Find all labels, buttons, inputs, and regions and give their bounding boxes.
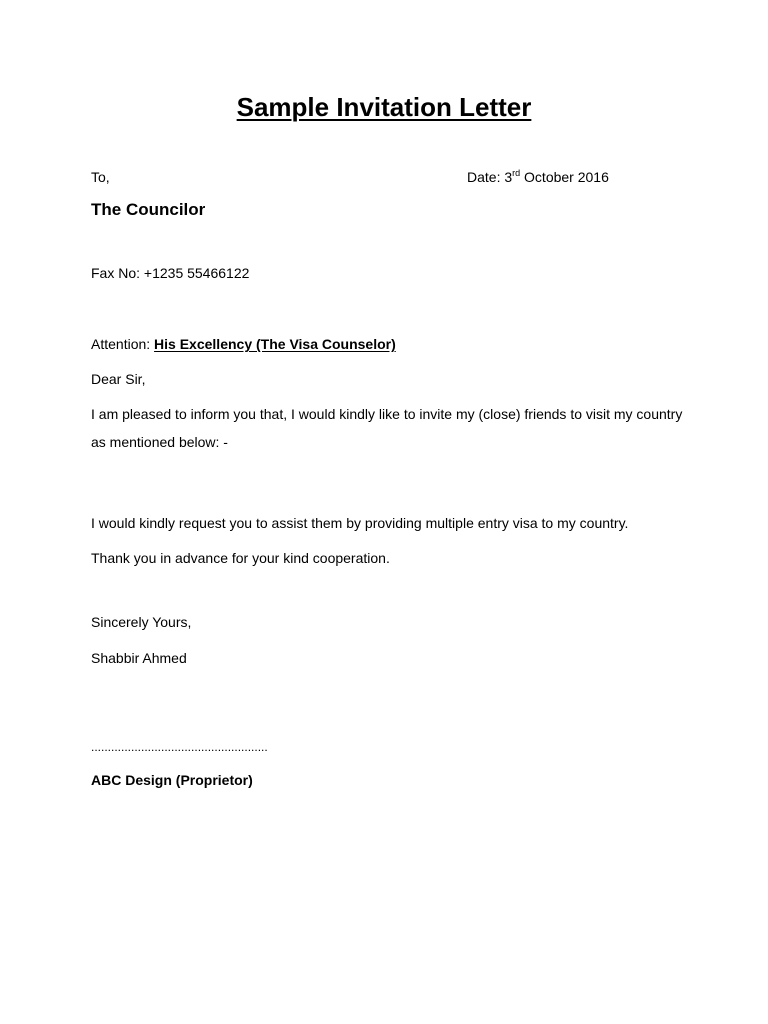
- paragraph-invitation-line1: I am pleased to inform you that, I would kindly like to invite my (close) friends to visit my country: [91, 406, 683, 422]
- company-name: ABC Design (Proprietor): [91, 772, 253, 788]
- paragraph-invitation-line2: as mentioned below: -: [91, 434, 228, 450]
- recipient-name: The Councilor: [91, 200, 206, 219]
- attention-label: Attention:: [91, 336, 155, 352]
- date-line: [467, 168, 609, 186]
- attention-name: His Excellency (The Visa Counselor): [154, 336, 396, 352]
- date-ordinal-suffix: rd: [512, 168, 521, 178]
- paragraph-invitation: [91, 405, 691, 451]
- letter-title: Sample Invitation Letter: [236, 92, 532, 122]
- fax-number: Fax No: +1235 55466122: [91, 265, 250, 281]
- paragraph-thanks: Thank you in advance for your kind cooperation.: [91, 550, 390, 566]
- attention-line: [91, 335, 396, 353]
- salutation: Dear Sir,: [91, 371, 146, 387]
- closing: Sincerely Yours,: [91, 614, 192, 630]
- date-rest: October 2016: [520, 169, 609, 185]
- to-label: To,: [91, 169, 110, 185]
- signature-line: .....................................................: [91, 740, 268, 754]
- paragraph-request: I would kindly request you to assist them by providing multiple entry visa to my country.: [91, 515, 629, 531]
- signer-name: Shabbir Ahmed: [91, 650, 187, 666]
- date-prefix: Date: 3: [467, 169, 513, 185]
